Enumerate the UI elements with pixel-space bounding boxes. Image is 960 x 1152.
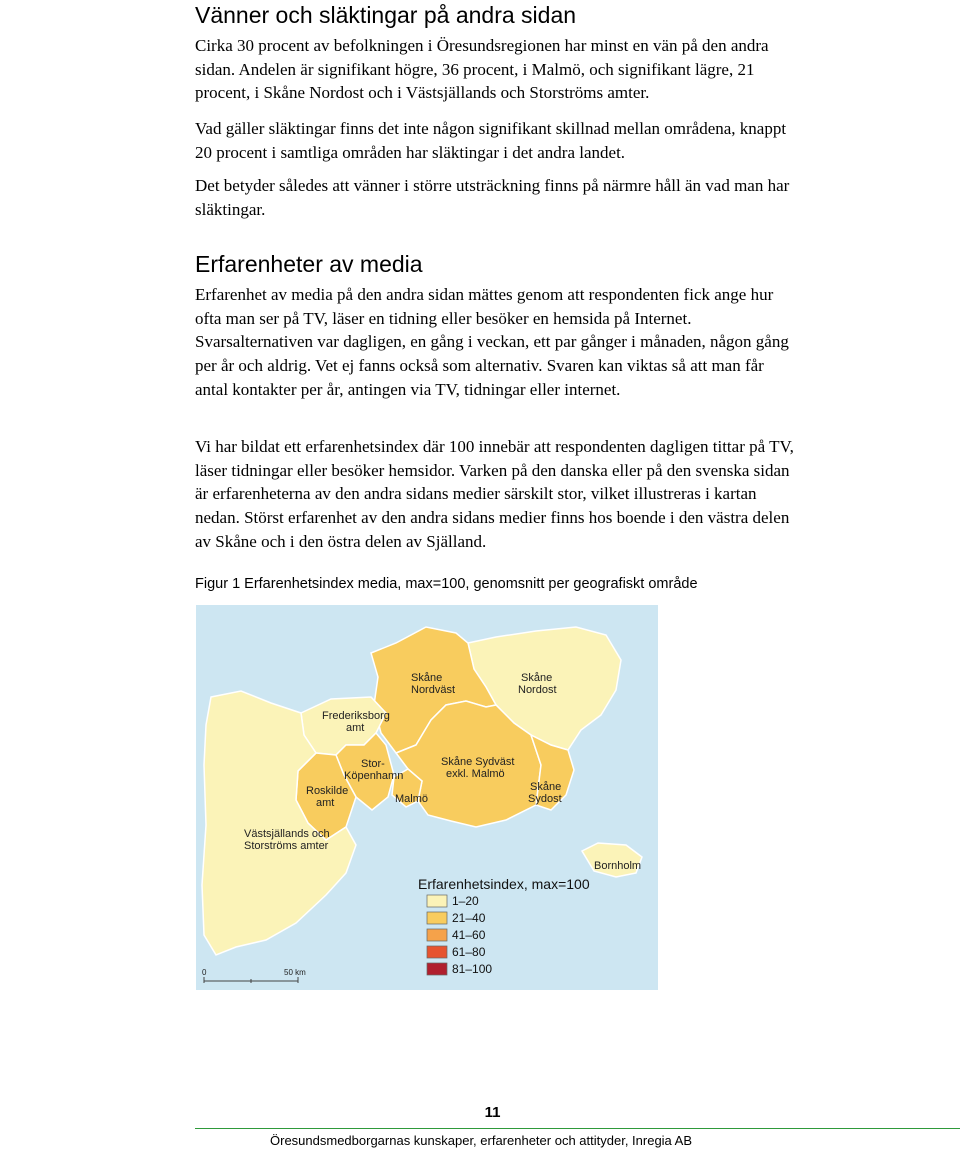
paragraph-media-index: Vi har bildat ett erfarenhetsindex där 100 innebär att respondenten dagligen tittar på TV, läser tidningar eller besöker hemsidor. Varken på den danska eller på den svenska sidan är erfarenheterna av den andra sidans medier särskilt stor, vilket illustreras i kartan nedan. Störst erfarenhet av den andra sidans medier finns hos boende i den västra delen av Skåne och i den östra delen av Själland. [195, 437, 794, 551]
legend-item [427, 928, 486, 942]
page-footer: Öresundsmedborgarnas kunskaper, erfarenheter och attityder, Inregia AB [270, 1133, 693, 1148]
label-skane-sydost: Skåne Sydost [528, 781, 562, 805]
legend-swatch [427, 963, 447, 975]
paragraph-conclusion: Det betyder således att vänner i större utsträckning finns på närmre håll än vad man har släktingar. [195, 176, 790, 219]
label-skane-sydvast: Skåne Sydväst exkl. Malmö [441, 756, 515, 780]
legend-label: 21–40 [452, 911, 486, 925]
page-number: 11 [484, 1104, 501, 1121]
legend-swatch [427, 929, 447, 941]
legend-swatch [427, 912, 447, 924]
legend-item [427, 894, 479, 908]
legend-swatch [427, 946, 447, 958]
label-stor-kopenhamn: Stor-Köpenhamn [344, 758, 404, 782]
label-bornholm: Bornholm [594, 860, 642, 872]
section-heading-friends: Vänner och släktingar på andra sidan [195, 2, 577, 28]
paragraph-friends: Cirka 30 procent av befolkningen i Öresundsregionen har minst en vän på den andra sidan. Andelen är signifikant högre, 36 procent, i Malmö, och signifikant lägre, 21 procent, i Skåne Nordost och i Västsjällands och Storströms amter. [195, 36, 769, 103]
scale-start-label: 0 [202, 968, 207, 977]
legend-swatch [427, 895, 447, 907]
legend-label: 41–60 [452, 928, 486, 942]
label-skane-nordost: Skåne Nordost [518, 672, 557, 696]
label-roskilde: Roskilde amt [306, 785, 349, 809]
scale-end-label: 50 km [284, 968, 306, 977]
label-skane-nordvast: Skåne Nordväst [411, 672, 456, 696]
legend-title: Erfarenhetsindex, max=100 [418, 876, 590, 892]
label-malmo: Malmö [395, 793, 429, 805]
label-vastsjalland: Västsjällands och Storströms amter [244, 828, 330, 852]
legend-item [427, 962, 492, 976]
legend-item [427, 945, 486, 959]
footer-rule [195, 1128, 960, 1129]
legend-label: 81–100 [452, 962, 493, 976]
label-frederiksborg: Frederiksborg amt [322, 710, 390, 734]
section-heading-media: Erfarenheter av media [195, 251, 423, 277]
figure-caption: Figur 1 Erfarenhetsindex media, max=100, genomsnitt per geografiskt område [195, 576, 698, 592]
map-figure [196, 605, 658, 990]
paragraph-relatives: Vad gäller släktingar finns det inte någon signifikant skillnad mellan områdena, knappt 20 procent i samtliga områden har släktingar i det andra landet. [195, 119, 787, 162]
oresund-map [196, 605, 658, 990]
legend-item [427, 911, 486, 925]
legend-label: 61–80 [452, 945, 486, 959]
legend-label: 1–20 [452, 894, 479, 908]
paragraph-media-method: Erfarenhet av media på den andra sidan mättes genom att respondenten fick ange hur ofta man ser på TV, läser en tidning eller besöker en hemsida på Internet. Svarsalternativen var dagligen, en gång i veckan, ett par gånger i månaden, någon gång per år och aldrig. Vet ej fanns också som alternativ. Svaren kan viktas så att man får antal kontakter per år, antingen via TV, tidningar eller internet. [195, 285, 789, 399]
